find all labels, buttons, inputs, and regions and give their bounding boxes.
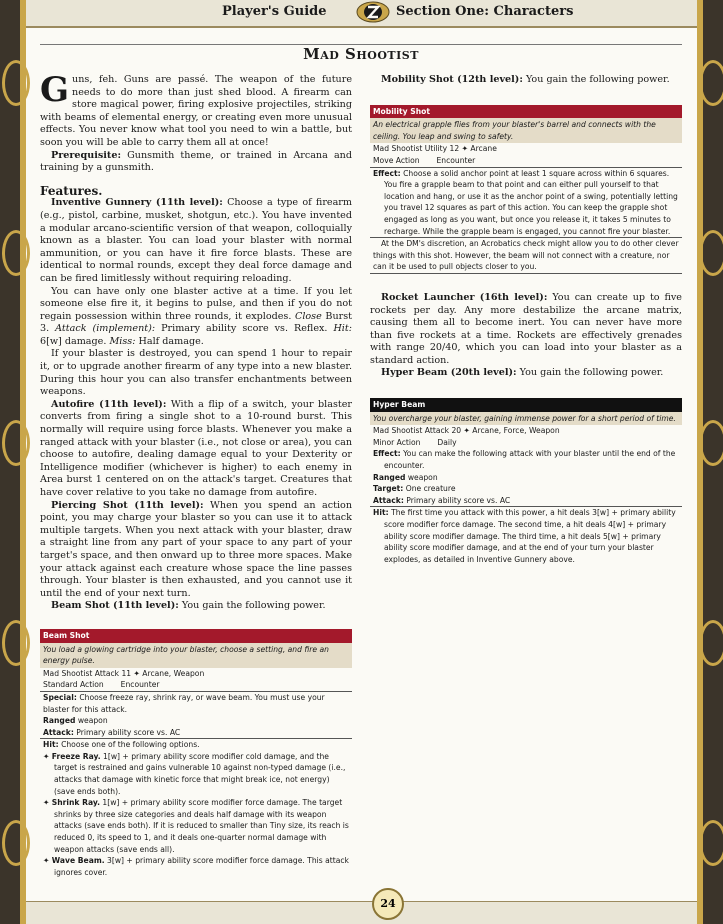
drop-cap: G — [40, 70, 70, 110]
running-header — [26, 0, 697, 28]
power-special: Special: Choose freeze ray, shrink ray, or wave beam. You must use your blaster for this attack. — [43, 692, 325, 714]
gold-swirl-ornament — [699, 60, 723, 106]
power-action-usage: Move Action Encounter — [370, 155, 682, 168]
power-type: Mad Shootist Attack 11 ✦ Arcane, Weapon — [43, 668, 205, 678]
page-title: Mad Shootist — [303, 45, 419, 63]
power-target: Target: One creature — [373, 484, 456, 494]
power-flavor: You load a glowing cartridge into your blaster, choose a setting, and fire an energy pulse. — [40, 643, 352, 668]
power-hit: Hit: The first time you attack with this power, a hit deals 3[w] + primary ability score modifier force damage. The second time, a hit deals 4[w] + primary ability score modifier damage. The third time, a hit deals 5[w] + primary ability score modifier damage, and at the end of your turn your blaster explodes, as detailed in Inventive Gunnery above. — [373, 508, 676, 564]
power-option-wave-beam: ✦ Wave Beam. 3[w] + primary ability score modifier force damage. This attack ignores cover. — [43, 856, 349, 877]
gold-swirl-ornament — [2, 620, 30, 666]
power-action-usage: Minor Action Daily — [373, 437, 457, 447]
power-type: Mad Shootist Utility 12 ✦ Arcane — [373, 144, 497, 154]
power-hit: Hit: Choose one of the following options. — [43, 740, 200, 750]
power-note: At the DM's discretion, an Acrobatics check might allow you to do other clever things with this shot. However, the beam will not connect with a creature, nor can it be used to pull objects closer to you. — [370, 238, 682, 274]
prerequisite: Prerequisite: Gunsmith theme, or trained in Arcana and training by a gunsmith. — [40, 149, 352, 174]
power-range: Ranged weapon — [373, 472, 438, 482]
gold-swirl-ornament — [2, 820, 30, 866]
hyper-beam-power-block — [370, 398, 682, 565]
left-ornamental-border — [0, 0, 26, 924]
gold-swirl-ornament — [699, 820, 723, 866]
page-footer — [26, 897, 697, 924]
gold-swirl-ornament — [2, 60, 30, 106]
power-option-freeze-ray: ✦ Freeze Ray. 1[w] + primary ability score modifier cold damage, and the target is restrained and gains vulnerable 10 against non-typed damage (i.e., attacks that damage with kinetic force that might break ice, not energy) (save ends both). — [43, 751, 346, 796]
power-name: Hyper Beam — [370, 398, 682, 412]
mobility-shot-power-block — [370, 105, 682, 274]
power-flavor: An electrical grapple flies from your blaster's barrel and connects with the ceiling. You leap and swing to safety. — [370, 118, 682, 143]
piercing-shot: Piercing Shot (11th level): When you spend an action point, you may charge your blaster so you can use it to attack multiple targets. When you next attack with your blaster, draw a straight line from any part of your space to any part of your target's space, and then onward up to three more spaces. Make your attack against each creature whose space the line passes through. Your blaster is then exhausted, and you cannot use it until the end of your next turn. — [40, 499, 353, 599]
power-effect: Effect: You can make the following attack with your blaster until the end of the encounter. — [373, 449, 676, 471]
power-attack: Attack: Primary ability score vs. AC — [40, 727, 352, 740]
gold-swirl-ornament — [2, 420, 30, 466]
intro-paragraph: Guns, feh. Guns are passé. The weapon of the future needs to do more than just shed blood. A firearm can store magical power, firing explosive projectiles, striking with beams of elemental energy, or creating even more unusual effects. You never know what tool you need to win a battle, but soon you will be able to carry them all at once! — [40, 70, 352, 148]
power-option-shrink-ray: ✦ Shrink Ray. 1[w] + primary ability score modifier force damage. The target shrinks by three size categories and deals half damage with its weapon attacks (save ends both). If it is reduced to smaller than Tiny size, its reach is reduced 0, its speed to 1, and it deals one-quarter normal damage with weapon attacks (save ends all). — [43, 798, 349, 854]
power-range: Ranged weapon — [43, 716, 108, 726]
power-action-usage: Standard Action Encounter — [40, 679, 352, 692]
section-title: Section One: Characters — [396, 4, 574, 19]
power-flavor: You overcharge your blaster, gaining immense power for a short period of time. — [370, 412, 682, 426]
power-effect: Effect: Choose a solid anchor point at least 1 square across within 6 squares. You fire a grapple beam to that point and can either pull yourself to that location and hang, or use it as the anchor point of a swing, potentially letting you travel 12 squares as part of this action. You can keep the grapple shot engaged as long as you want, but once you release it, it takes 5 minutes to recharge. While the grapple beam is engaged, you cannot fire your blaster. — [370, 168, 682, 239]
left-column — [40, 70, 353, 878]
gold-swirl-ornament — [2, 230, 30, 276]
z-logo-icon — [356, 1, 390, 23]
title-bar — [40, 44, 682, 63]
gold-swirl-ornament — [699, 420, 723, 466]
book-title: Player's Guide — [222, 4, 327, 19]
gold-swirl-ornament — [699, 230, 723, 276]
power-name: Mobility Shot — [370, 105, 682, 119]
power-attack: Attack: Primary ability score vs. AC — [370, 495, 682, 508]
power-type: Mad Shootist Attack 20 ✦ Arcane, Force, Weapon — [373, 426, 560, 436]
gold-swirl-ornament — [699, 620, 723, 666]
rocket-launcher: Rocket Launcher (16th level): You can create up to five rockets per day. Any more destabilize the arcane matrix, causing them all to become inert. You can never have more than five rockets at a time. Rockets are effectively grenades with range 20/40, which you can load into your blaster as a standard action. — [370, 291, 682, 366]
hyper-beam-intro: Hyper Beam (20th level): You gain the following power. — [381, 367, 664, 379]
right-column — [370, 74, 682, 565]
features-heading: Features. — [40, 183, 103, 198]
inventive-gunnery: Inventive Gunnery (11th level): Choose a type of firearm (e.g., pistol, carbine, musket, shotgun, etc.). You have invented a modular arcano-scientific version of that weapon, colloquially known as a blaster. You can load your blaster with normal ammunition, or you can have it fire force blasts. These are identical to normal rounds, except they deal force damage and can be fired limitlessly without requiring reloading. — [40, 197, 352, 284]
right-ornamental-border — [697, 0, 723, 924]
power-name: Beam Shot — [40, 629, 352, 643]
inventive-gunnery-repair: If your blaster is destroyed, you can spend 1 hour to repair it, or to upgrade another firearm of any type into a new blaster. During this hour you can also transfer enchantments between weapons. — [40, 348, 352, 398]
mobility-shot-intro: Mobility Shot (12th level): You gain the following power. — [381, 74, 670, 85]
beam-shot-power-block — [40, 629, 352, 878]
autofire: Autofire (11th level): With a flip of a switch, your blaster converts from firing a single shot to a 10-round burst. This normally will require using force blasts. Whenever you make a ranged attack with your blaster (i.e., not close or area), you can choose to autofire, dealing damage equal to your Dexterity or Intelligence modifier (whichever is higher) to each enemy in Area burst 1 centered on on the attack's target. Creatures that have cover relative to you take no damage from autofire. — [40, 398, 352, 498]
inventive-gunnery-explode: You can have only one blaster active at a time. If you let someone else fire it, it begins to pulse, and then if you do not regain possession within three rounds, it explodes. Close Burst 3. Attack (implement): Primary ability score vs. Reflex. Hit: 6[w] damage. Miss: Half damage. — [40, 285, 352, 347]
page-number: 24 — [372, 888, 404, 920]
beam-shot-intro: Beam Shot (11th level): You gain the following power. — [51, 600, 326, 612]
